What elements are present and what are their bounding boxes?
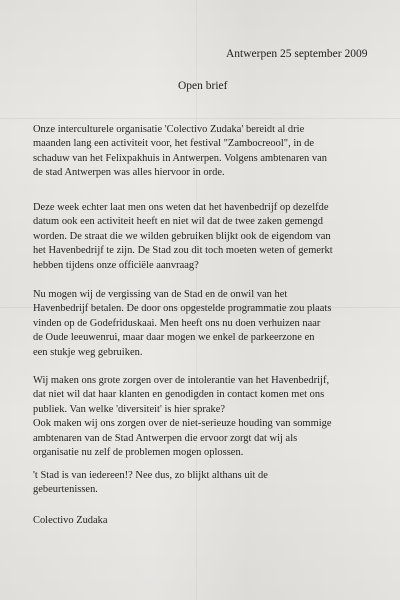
paragraph-line: hebben tijdens onze officiële aanvraag? xyxy=(33,259,199,271)
paragraph-line: gebeurtenissen. xyxy=(33,484,98,496)
paragraph-line: vinden op de Godefriduskaai. Men heeft ons nu doen verhuizen naar xyxy=(33,317,321,329)
letter-paragraph xyxy=(33,374,383,460)
paragraph-line: ambtenaren van de Stad Antwerpen die ervoor zorgt dat wij als xyxy=(33,432,298,444)
paragraph-line: Wij maken ons grote zorgen over de intolerantie van het Havenbedrijf, xyxy=(33,375,330,386)
letter-paragraph xyxy=(33,469,383,498)
letter-paragraph xyxy=(33,123,383,181)
letter-paragraph xyxy=(33,288,383,360)
letter-salutation: Open brief xyxy=(178,80,228,92)
paragraph-line: worden. De straat die we wilden gebruiken blijkt ook de eigendom van xyxy=(33,230,331,242)
paragraph-line: organisatie nu zelf de problemen mogen oplossen. xyxy=(33,447,244,459)
paragraph-line: 't Stad is van iedereen!? Nee dus, zo blijkt althans uit de xyxy=(33,470,268,481)
paragraph-line: Nu mogen wij de vergissing van de Stad en de onwil van het xyxy=(33,289,288,300)
paragraph-line: een stukje weg gebruiken. xyxy=(33,346,143,358)
paragraph-line: de Oude leeuwenrui, maar daar mogen we enkel de parkeerzone en xyxy=(33,332,315,344)
paper-fold-line xyxy=(0,118,400,119)
letter-paragraph xyxy=(33,201,383,273)
paragraph-line: publiek. Van welke 'diversiteit' is hier sprake? xyxy=(33,403,226,415)
paragraph-line: maanden lang een activiteit voor, het festival "Zambocreool", in de xyxy=(33,138,315,150)
paragraph-line: Onze interculturele organisatie 'Colectivo Zudaka' bereidt al drie xyxy=(33,124,305,135)
letter-signature: Colectivo Zudaka xyxy=(33,515,108,526)
paragraph-line: dat niet wil dat haar klanten en genodigden in contact komen met ons xyxy=(33,389,325,401)
paragraph-line: het Havenbedrijf te zijn. De Stad zou dit toch moeten weten of gemerkt xyxy=(33,245,333,257)
paragraph-line: datum ook een activiteit heeft en niet wil dat de twee zaken gemengd xyxy=(33,216,324,228)
paragraph-line: Ook maken wij ons zorgen over de niet-serieuze houding van sommige xyxy=(33,418,332,430)
paragraph-line: Havenbedrijf betalen. De door ons opgestelde programmatie zou plaats xyxy=(33,303,332,315)
paragraph-line: de stad Antwerpen was alles hiervoor in orde. xyxy=(33,167,225,179)
paragraph-line: schaduw van het Felixpakhuis in Antwerpen. Volgens ambtenaren van xyxy=(33,152,327,164)
letter-date: Antwerpen 25 september 2009 xyxy=(226,48,368,60)
paragraph-line: Deze week echter laat men ons weten dat het havenbedrijf op dezelfde xyxy=(33,202,329,213)
